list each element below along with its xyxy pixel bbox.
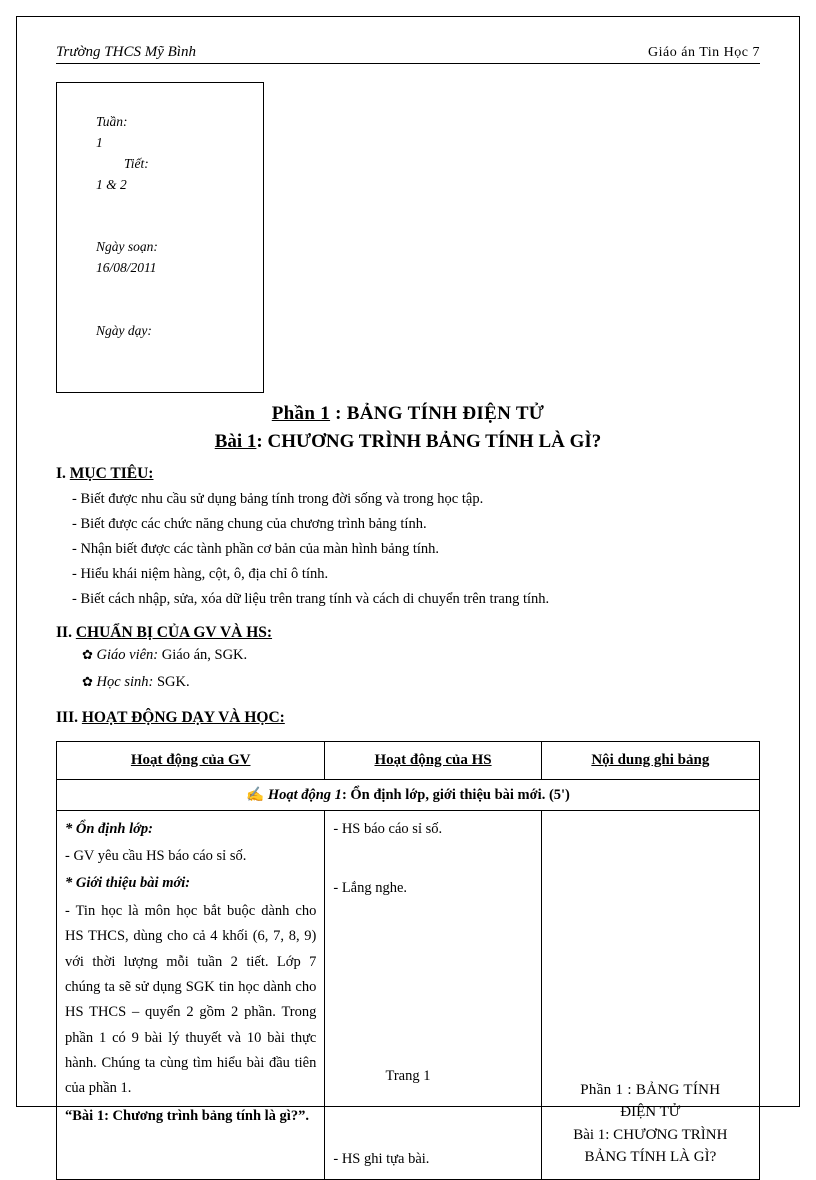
school-name: Trường THCS Mỹ Bình: [56, 44, 196, 60]
list-item: - Biết được các chức năng chung của chương trình bảng tính.: [72, 515, 427, 532]
activity-banner-row: [57, 779, 760, 810]
section-2-heading: [56, 624, 760, 642]
gv-line-3: * Giới thiệu bài mới:: [65, 875, 191, 892]
teacher-text: Giáo án, SGK.: [158, 646, 248, 663]
gv-activity-cell: [57, 810, 325, 1179]
part-title-rest: : BẢNG TÍNH ĐIỆN TỬ: [330, 402, 545, 424]
table-header-row: [57, 741, 760, 779]
gv-line-5: “Bài 1: Chương trình bảng tính là gì?”.: [65, 1107, 309, 1124]
list-item: - Hiểu khái niệm hàng, cột, ô, địa chỉ ô tính.: [72, 565, 329, 582]
week-value: 1: [96, 134, 103, 150]
section-2-title: CHUẨN BỊ CỦA GV VÀ HS:: [75, 623, 273, 641]
board-note-cell: [541, 810, 759, 1179]
hs-line-1: - HS báo cáo sỉ số.: [333, 820, 443, 837]
week-label: Tuần:: [96, 113, 128, 129]
activity-banner: [57, 779, 760, 810]
section-3-title: HOẠT ĐỘNG DẠY VÀ HỌC:: [81, 708, 285, 726]
section-3-heading: [56, 709, 760, 727]
note-line-2: ĐIỆN TỬ: [620, 1104, 681, 1121]
gv-line-2: - GV yêu cầu HS báo cáo sỉ số.: [65, 848, 247, 865]
note-line-4: BẢNG TÍNH LÀ GÌ?: [584, 1149, 717, 1166]
list-item: [56, 669, 760, 697]
page-content: [56, 44, 760, 1180]
lesson-title: [56, 431, 760, 453]
activity-label: Hoạt động 1: [267, 786, 342, 803]
hs-activity-cell: [325, 810, 541, 1179]
note-line-3: Bài 1: CHƯƠNG TRÌNH: [573, 1126, 728, 1143]
flower-icon: ✿: [82, 674, 93, 690]
lesson-title-prefix: Bài 1: [214, 430, 257, 452]
student-label: Học sinh:: [96, 674, 154, 691]
gv-line-4: - Tin học là môn học bắt buộc dành cho HS THCS, dùng cho cả 4 khối (6, 7, 8, 9) với thời lượng mỗi tuần 2 tiết. Lớp 7 chúng ta sẽ sử dụng SGK tin học dành cho HS THCS – quyển 2 gồm 2 phần. Trong phần 1 có 9 bài lý thuyết và 10 bài thực hành. Chúng ta cùng tìm hiểu bài đầu tiên của phần 1.: [65, 902, 317, 1097]
list-item: - Biết được nhu cầu sử dụng bảng tính trong đời sống và trong học tập.: [72, 490, 484, 507]
section-1-items: [56, 487, 760, 612]
column-header-gv: Hoạt động của GV: [57, 741, 325, 779]
title-block: [56, 403, 760, 453]
section-2-number: II.: [56, 623, 76, 641]
lesson-title-rest: : CHƯƠNG TRÌNH BẢNG TÍNH LÀ GÌ?: [256, 430, 602, 452]
list-item: [56, 642, 760, 670]
flower-icon: ✿: [82, 646, 93, 662]
period-label: Tiết:: [124, 155, 149, 171]
activity-text: : Ổn định lớp, giới thiệu bài mới. (5'): [341, 786, 570, 803]
gv-line-1: * Ổn định lớp:: [65, 820, 153, 837]
period-value: 1 & 2: [96, 176, 127, 192]
note-line-1: Phần 1 : BẢNG TÍNH: [580, 1081, 721, 1098]
activities-table: [56, 741, 760, 1180]
part-title-prefix: Phần 1: [271, 402, 331, 424]
table-row: [57, 810, 760, 1179]
pen-icon: ✍: [246, 786, 265, 803]
lesson-info-box: [56, 82, 264, 393]
page-footer: Trang 1: [385, 1068, 431, 1084]
hs-line-2: - Lắng nghe.: [333, 880, 408, 897]
list-item: - Nhận biết được các tành phần cơ bản của màn hình bảng tính.: [72, 540, 440, 557]
compose-date-label: Ngày soạn:: [96, 239, 158, 255]
section-1-title: MỤC TIÊU:: [69, 464, 154, 482]
column-header-note: Nội dung ghi bảng: [541, 741, 759, 779]
section-3-number: III.: [56, 708, 82, 726]
part-title: [56, 403, 760, 425]
teach-date-row: [69, 300, 253, 384]
document-header: [56, 44, 760, 64]
section-1-number: I.: [56, 464, 70, 482]
hs-line-3: - HS ghi tựa bài.: [333, 1151, 430, 1168]
student-text: SGK.: [153, 674, 190, 691]
week-period-row: [69, 91, 253, 217]
document-subject: Giáo án Tin Học 7: [648, 45, 760, 60]
list-item: - Biết cách nhập, sửa, xóa dữ liệu trên trang tính và cách di chuyển trên trang tính.: [72, 590, 550, 607]
teach-date-label: Ngày dạy:: [96, 323, 152, 339]
teacher-label: Giáo viên:: [96, 646, 159, 663]
compose-date-row: [69, 217, 253, 301]
section-1-heading: [56, 465, 760, 483]
compose-date-value: 16/08/2011: [96, 260, 157, 276]
column-header-hs: Hoạt động của HS: [325, 741, 541, 779]
